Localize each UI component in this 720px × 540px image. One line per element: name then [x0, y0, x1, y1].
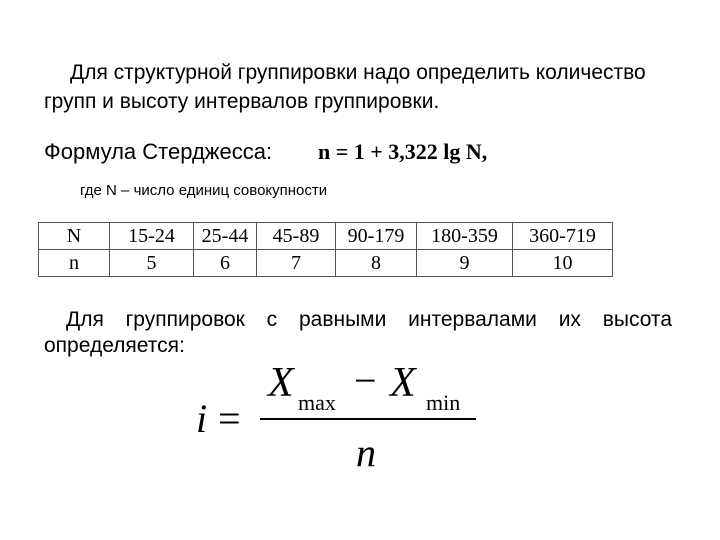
formula-sub-max: max	[298, 390, 336, 415]
formula-equals-sign: =	[218, 396, 241, 441]
table-row	[39, 223, 613, 250]
formula-x-min: X	[390, 360, 416, 406]
interval-formula	[190, 360, 490, 480]
sturges-formula-expression: n = 1 + 3,322 lg N,	[318, 139, 488, 164]
formula-x-max: X	[268, 360, 294, 406]
formula-denominator: n	[356, 430, 376, 475]
table-cell: 8	[336, 250, 417, 277]
sturges-formula-label: Формула Стерджесса:	[44, 139, 273, 164]
table-cell: 5	[110, 250, 194, 277]
formula-sub-min: min	[426, 390, 461, 415]
equal-intervals-paragraph	[44, 307, 672, 359]
formula-lhs: i	[196, 396, 208, 441]
equal-intervals-text: Для группировок с равными интервалами их высота определяется:	[44, 308, 672, 357]
table-cell: 45-89	[257, 223, 336, 250]
table-cell: n	[39, 250, 110, 277]
table-cell: 25-44	[194, 223, 257, 250]
table-cell: 10	[513, 250, 613, 277]
table-cell: 7	[257, 250, 336, 277]
groups-table	[38, 222, 613, 277]
table-cell: 15-24	[110, 223, 194, 250]
intro-paragraph: Для структурной группировки надо определить количество групп и высоту интервалов группировки.	[44, 61, 646, 113]
table-cell: N	[39, 223, 110, 250]
table-cell: 9	[417, 250, 513, 277]
table-cell: 90-179	[336, 223, 417, 250]
table-cell: 180-359	[417, 223, 513, 250]
table-cell: 360-719	[513, 223, 613, 250]
table-cell: 6	[194, 250, 257, 277]
formula-minus-sign: −	[354, 360, 377, 403]
formula-note: где N – число единиц совокупности	[80, 182, 328, 199]
table-row	[39, 250, 613, 277]
